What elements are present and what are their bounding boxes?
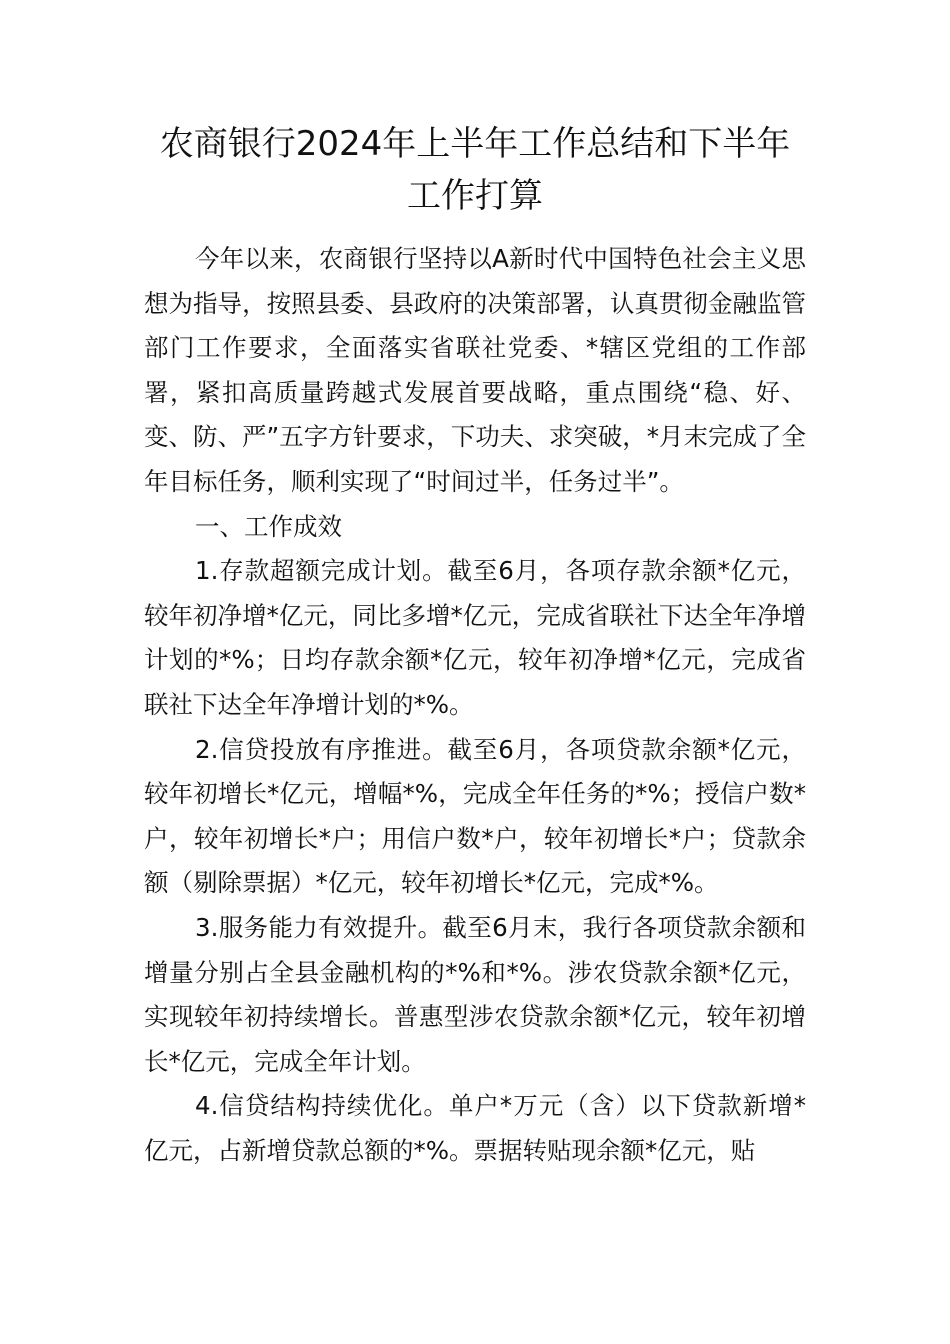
- paragraph-deposits: 1.存款超额完成计划。截至6月，各项存款余额*亿元，较年初净增*亿元，同比多增*亿元，完成省联社下达全年净增计划的*%；日均存款余额*亿元，较年初净增*亿元，完成省联社下达全年净增计划的*%。: [144, 556, 806, 719]
- paragraph-intro: 今年以来，农商银行坚持以A新时代中国特色社会主义思想为指导，按照县委、县政府的决策部署，认真贯彻金融监管部门工作要求，全面落实省联社党委、*辖区党组的工作部署，紧扣高质量跨越式发展首要战略，重点围绕“稳、好、变、防、严”五字方针要求，下功夫、求突破，*月末完成了全年目标任务，顺利实现了“时间过半，任务过半”。: [144, 244, 806, 496]
- section-heading-achievements: 一、工作成效: [195, 511, 342, 541]
- document-title: 农商银行2024年上半年工作总结和下半年工作打算: [159, 124, 791, 216]
- document-body: [144, 237, 806, 1173]
- paragraph-service: 3.服务能力有效提升。截至6月末，我行各项贷款余额和增量分别占全县金融机构的*%和*%。涉农贷款余额*亿元，实现较年初持续增长。普惠型涉农贷款余额*亿元，较年初增长*亿元，完成全年计划。: [144, 912, 806, 1076]
- paragraph-credit: 2.信贷投放有序推进。截至6月，各项贷款余额*亿元，较年初增长*亿元，增幅*%，完成全年任务的*%；授信户数*户，较年初增长*户；用信户数*户，较年初增长*户；贷款余额（剔除票据）*亿元，较年初增长*亿元，完成*%。: [144, 734, 806, 898]
- paragraph-structure: 4.信贷结构持续优化。单户*万元（含）以下贷款新增*亿元，占新增贷款总额的*%。票据转贴现余额*亿元，贴: [144, 1091, 806, 1165]
- document-page: [144, 118, 806, 1173]
